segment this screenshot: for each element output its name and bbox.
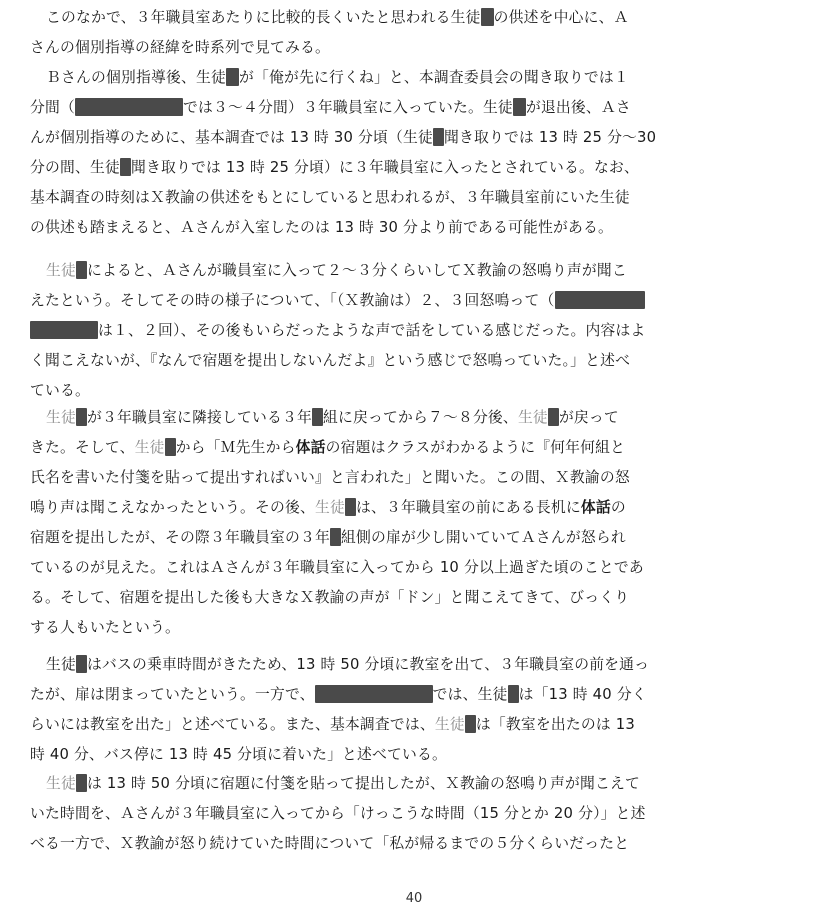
text-line: [30, 183, 796, 213]
redaction-block: [165, 438, 176, 456]
text-segment: く聞こえないが、『なんで宿題を提出しないんだよ』という感じで怒鳴っていた。」と述べ: [30, 352, 631, 369]
text-line: [30, 523, 796, 553]
text-segment: このなかで、３年職員室あたりに比較的長くいたと思われる生徒: [46, 9, 481, 26]
text-segment: する人もいたという。: [30, 619, 180, 636]
text-line: [30, 583, 796, 613]
page-number: 40: [405, 891, 423, 906]
text-line: [30, 403, 796, 433]
text-segment: は、３年職員室の前にある長机に: [355, 499, 581, 516]
text-segment: 鳴り声は聞こえなかったという。その後、: [30, 499, 315, 516]
text-line: [30, 650, 796, 680]
redaction-block: [120, 158, 131, 176]
text-segment: は「教室を出たのは 13: [475, 716, 636, 733]
text-segment: 体話: [295, 439, 326, 456]
text-segment: 分の間、生徒: [30, 159, 120, 176]
text-segment: 生徒: [434, 716, 465, 733]
redaction-block: [508, 685, 519, 703]
text-segment: によると、Ａさんが職員室に入って２～３分くらいしてＸ教諭の怒鳴り声が聞こ: [87, 262, 627, 279]
text-line: [30, 33, 796, 63]
text-line: [30, 123, 796, 153]
text-line: [30, 553, 796, 583]
redaction-block: [75, 98, 183, 116]
text-segment: の: [610, 499, 626, 516]
text-segment: んが個別指導のために、基本調査では 13 時 30 分頃（生徒: [30, 129, 434, 146]
redaction-block: [76, 408, 87, 426]
text-segment: る。そして、宿題を提出した後も大きなＸ教諭の声が「ドン」と聞こえてきて、びっくり: [30, 589, 630, 606]
text-line: [30, 680, 796, 710]
text-line: [30, 433, 796, 463]
text-line: [30, 463, 796, 493]
text-line: [30, 93, 796, 123]
text-segment: は「13 時 40 分く: [518, 686, 647, 703]
text-segment: 生徒: [46, 775, 76, 792]
text-segment: 生徒: [517, 409, 548, 426]
text-segment: 聞き取りでは 13 時 25 分頃）に３年職員室に入ったとされている。なお、: [130, 159, 639, 176]
text-segment: は 13 時 50 分頃に宿題に付箋を貼って提出したが、Ｘ教諭の怒鳴り声が聞こえて: [87, 775, 640, 792]
text-segment: 宿題を提出したが、その際３年職員室の３年: [30, 529, 330, 546]
text-segment: が３年職員室に隣接している３年: [87, 409, 312, 426]
text-line: [30, 3, 796, 33]
text-segment: べる一方で、Ｘ教諭が怒り続けていた時間について「私が帰るまでの５分くらいだったと: [30, 835, 630, 852]
text-segment: 生徒: [314, 499, 345, 516]
redaction-block: [76, 655, 87, 673]
text-segment: の宿題はクラスがわかるように『何年何組と: [325, 439, 626, 456]
text-segment: きた。そして、: [30, 439, 135, 456]
text-segment: はバスの乗車時間がきたため、13 時 50 分頃に教室を出て、３年職員室の前を通っ: [87, 656, 650, 673]
text-segment: えたという。そしてその時の様子について、「（Ｘ教諭は）２、３回怒鳴って（: [30, 292, 555, 309]
paragraph-2: [30, 63, 796, 243]
text-line: [30, 63, 796, 93]
text-line: [30, 493, 796, 523]
redaction-block: [312, 408, 323, 426]
text-segment: さんの個別指導の経緯を時系列で見てみる。: [30, 39, 330, 56]
text-line: [30, 256, 796, 286]
text-segment: が「俺が先に行くね」と、本調査委員会の聞き取りでは１: [238, 69, 629, 86]
text-segment: らいには教室を出た」と述べている。また、基本調査では、: [30, 716, 435, 733]
text-line: [30, 346, 796, 376]
text-segment: の供述を中心に、Ａ: [493, 9, 629, 26]
redaction-block: [76, 774, 87, 792]
redaction-block: [330, 528, 341, 546]
text-segment: は１、２回）、その後もいらだったような声で話をしている感じだった。内容はよ: [98, 322, 646, 339]
text-segment: 生徒: [46, 409, 76, 426]
text-segment: の供述も踏まえると、Ａさんが入室したのは 13 時 30 分より前である可能性がある。: [30, 219, 613, 236]
text-segment: 生徒: [46, 656, 76, 673]
text-segment: 時 40 分、バス停に 13 時 45 分頃に着いた」と述べている。: [30, 746, 448, 763]
text-segment: 体話: [580, 499, 611, 516]
redaction-block: [513, 98, 526, 116]
paragraph-1: [30, 3, 796, 63]
text-line: [30, 153, 796, 183]
redaction-block: [76, 261, 87, 279]
text-line: [30, 799, 796, 829]
redaction-block: [555, 291, 645, 309]
text-segment: 組側の扉が少し開いていてＡさんが怒られ: [340, 529, 626, 546]
text-segment: たが、扉は閉まっていたという。一方で、: [30, 686, 315, 703]
text-segment: ているのが見えた。これはＡさんが３年職員室に入ってから 10 分以上過ぎた頃のことであ: [30, 559, 644, 576]
redaction-block: [315, 685, 433, 703]
text-line: [30, 613, 796, 643]
text-segment: では３～４分間）３年職員室に入っていた。生徒: [183, 99, 513, 116]
text-line: [30, 213, 796, 243]
text-segment: 氏名を書いた付箋を貼って提出すればいい』と言われた」と聞いた。この間、Ｘ教諭の怒: [30, 469, 630, 486]
redaction-block: [481, 8, 494, 26]
text-segment: いた時間を、Ａさんが３年職員室に入ってから「けっこうな時間（15 分とか 20 分）」と述: [30, 805, 646, 822]
text-segment: 組に戻ってから７～８分後、: [322, 409, 518, 426]
redaction-block: [465, 715, 476, 733]
text-segment: 生徒: [134, 439, 165, 456]
redaction-block: [433, 128, 444, 146]
paragraph-4: [30, 403, 796, 643]
text-line: [30, 286, 796, 316]
redaction-block: [30, 321, 98, 339]
text-segment: Ｂさんの個別指導後、生徒: [46, 69, 226, 86]
paragraph-6: [30, 769, 796, 859]
text-segment: 基本調査の時刻はＸ教諭の供述をもとにしていると思われるが、３年職員室前にいた生徒: [30, 189, 630, 206]
text-segment: が戻って: [558, 409, 619, 426]
text-segment: から「Ｍ先生から: [175, 439, 296, 456]
text-segment: が退出後、Ａさ: [525, 99, 631, 116]
text-segment: ている。: [30, 382, 90, 399]
redaction-block: [226, 68, 239, 86]
text-segment: 聞き取りでは 13 時 25 分～30: [444, 129, 657, 146]
text-line: [30, 376, 796, 406]
text-line: [30, 769, 796, 799]
text-line: [30, 740, 796, 770]
text-segment: 分間（: [30, 99, 75, 116]
text-line: [30, 710, 796, 740]
paragraph-3: [30, 256, 796, 406]
paragraph-5: [30, 650, 796, 770]
text-segment: では、生徒: [432, 686, 508, 703]
redaction-block: [548, 408, 559, 426]
text-line: [30, 316, 796, 346]
text-segment: 生徒: [46, 262, 76, 279]
text-line: [30, 829, 796, 859]
redaction-block: [345, 498, 356, 516]
